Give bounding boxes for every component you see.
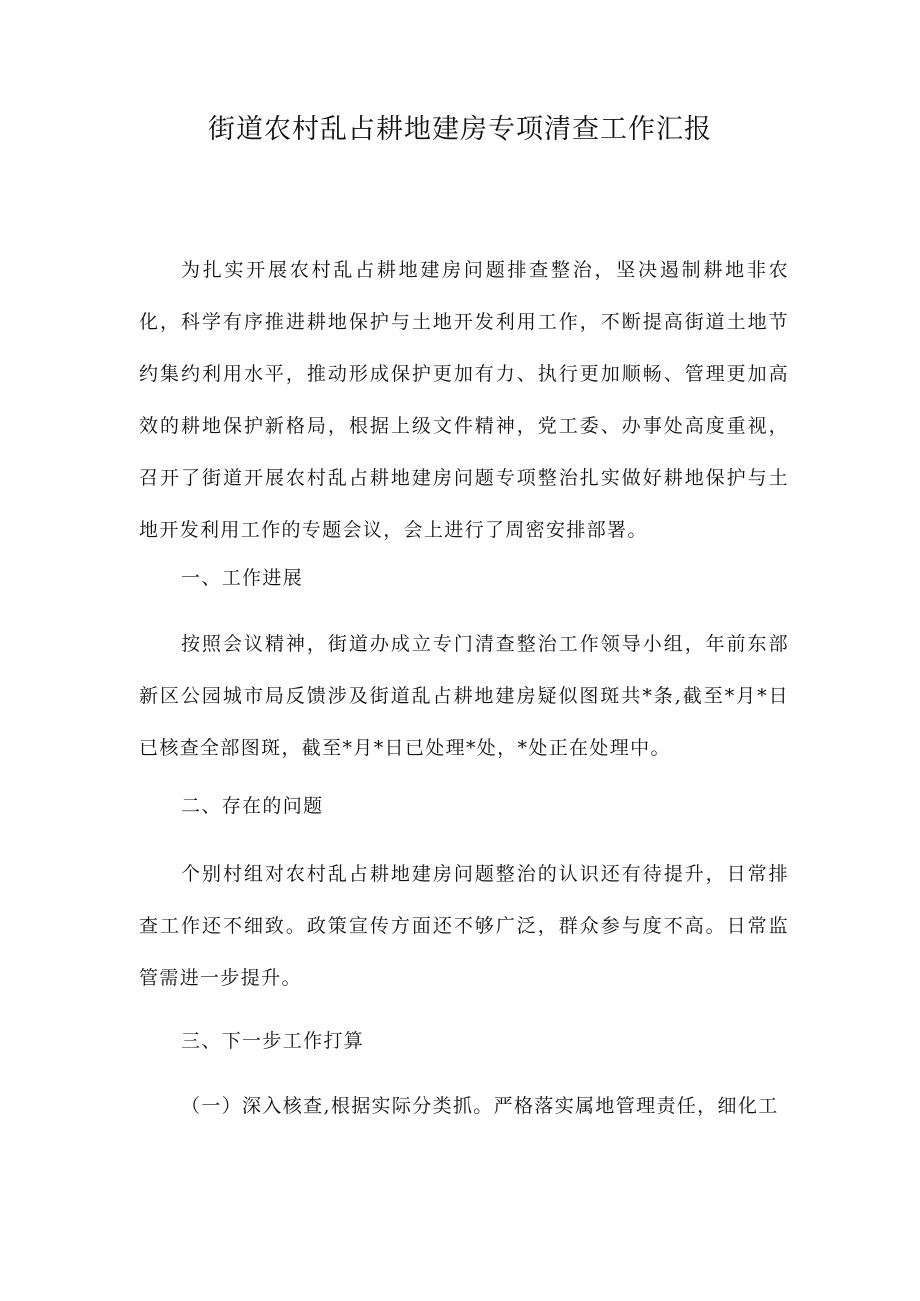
section-heading-existing-problems: 二、存在的问题 [181,795,324,817]
work-progress-paragraph: 按照会议精神，街道办成立专门清查整治工作领导小组，年前东部新区公园城市局反馈涉及街道乱占耕地建房疑似图斑共*条,截至*月*日已核查全部图斑，截至*月*日已处理*处，*处正在处理中。 [139,633,789,759]
section-heading-work-progress: 一、工作进展 [181,567,304,589]
document-title: 街道农村乱占耕地建房专项清查工作汇报 [208,114,712,145]
existing-problems-paragraph: 个别村组对农村乱占耕地建房问题整治的认识还有待提升，日常排查工作还不细致。政策宣传方面还不够广泛，群众参与度不高。日常监管需进一步提升。 [139,863,789,989]
intro-paragraph: 为扎实开展农村乱占耕地建房问题排查整治，坚决遏制耕地非农化，科学有序推进耕地保护与土地开发利用工作，不断提高街道土地节约集约利用水平，推动形成保护更加有力、执行更加顺畅、管理更加高效的耕地保护新格局，根据上级文件精神，党工委、办事处高度重视，召开了街道开展农村乱占耕地建房问题专项整治扎实做好耕地保护与土地开发利用工作的专题会议，会上进行了周密安排部署。 [139,259,789,541]
next-steps-paragraph: （一）深入核查,根据实际分类抓。严格落实属地管理责任，细化工 [181,1095,779,1117]
section-heading-next-steps: 三、下一步工作打算 [181,1030,365,1052]
